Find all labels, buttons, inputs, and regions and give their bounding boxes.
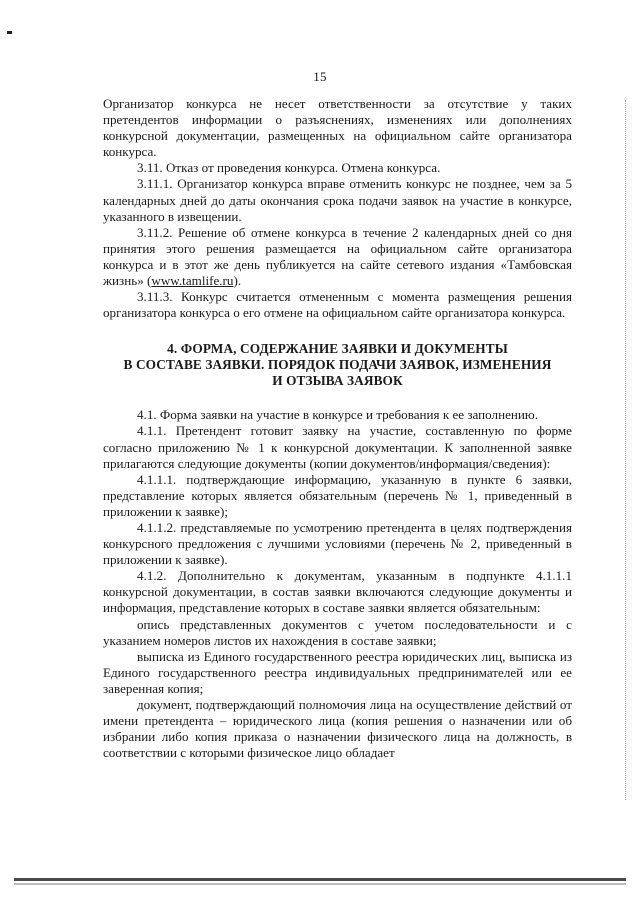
- text-fragment: ).: [233, 273, 242, 289]
- paragraph: 4.1.1.1. подтверждающие информацию, указанную в пункте 6 заявки, представление которых является обязательным (перечень № 1, приведенный в приложении к заявке);: [103, 471, 572, 519]
- paragraph: 4.1.1. Претендент готовит заявку на участие, составленную по форме согласно приложению № 1 к конкурсной документации. К заполненной заявке прилагаются следующие документы (копии документов/информация/сведения):: [103, 423, 572, 471]
- scan-edge: [623, 100, 626, 800]
- paragraph: 4.1.2. Дополнительно к документам, указанным в подпункте 4.1.1.1 конкурсной документации, в состав заявки включаются следующие документы и информация, представление которых в составе заявки является обязательным:: [103, 568, 572, 616]
- heading-line: 4. ФОРМА, СОДЕРЖАНИЕ ЗАЯВКИ И ДОКУМЕНТЫ: [167, 341, 508, 357]
- paragraph: выписка из Единого государственного реестра юридических лиц, выписка из Единого государственного реестра индивидуальных предпринимателей или ее заверенная копия;: [103, 648, 572, 696]
- paragraph: 4.1. Форма заявки на участие в конкурсе и требования к ее заполнению.: [137, 407, 538, 423]
- section-heading: [103, 341, 572, 389]
- heading-line: В СОСТАВЕ ЗАЯВКИ. ПОРЯДОК ПОДАЧИ ЗАЯВОК, ИЗМЕНЕНИЯ: [123, 357, 552, 373]
- scan-mark: [7, 31, 12, 34]
- scan-bottom-edge: [14, 883, 626, 885]
- heading-line: И ОТЗЫВА ЗАЯВОК: [272, 373, 403, 389]
- paragraph: Организатор конкурса не несет ответственности за отсутствие у таких претендентов информации о разъяснениях, изменениях или дополнениях конкурсной документации, размещенных на официальном сайте организатора конкурса.: [103, 96, 572, 160]
- tamlife-link[interactable]: www.tamlife.ru: [151, 273, 234, 289]
- page-number: 15: [313, 69, 327, 84]
- paragraph: 4.1.1.2. представляемые по усмотрению претендента в целях подтверждения конкурсного предложения с лучшими условиями (перечень № 2, приведенный в приложении к заявке).: [103, 519, 572, 568]
- scan-bottom-edge: [14, 878, 626, 881]
- paragraph: документ, подтверждающий полномочия лица на осуществление действий от имени претендента – юридического лица (копия решения о назначении или об избрании либо копия приказа о назначении физического лица на должность, в соответствии с которыми физическое лицо обладает: [103, 697, 572, 761]
- document-body: [103, 96, 572, 761]
- paragraph: 3.11.3. Конкурс считается отмененным с момента размещения решения организатора конкурса о его отмене на официальном сайте организатора конкурса.: [103, 289, 572, 321]
- paragraph: 3.11.1. Организатор конкурса вправе отменить конкурс не позднее, чем за 5 календарных дней до даты окончания срока подачи заявок на участие в конкурсе, указанного в извещении.: [103, 176, 572, 224]
- paragraph: 3.11. Отказ от проведения конкурса. Отмена конкурса.: [137, 160, 441, 176]
- paragraph: опись представленных документов с учетом последовательности и с указанием номеров листов их нахождения в составе заявки;: [103, 616, 572, 648]
- text-fragment: 3.11.2. Решение об отмене конкурса в течение 2 календарных дней со дня принятия этого решения размещается на официальном сайте организатора конкурса и в этот же день публикуется на сайте сетевого издания «Тамбовская жизнь» (: [103, 224, 572, 289]
- paragraph: [103, 225, 572, 289]
